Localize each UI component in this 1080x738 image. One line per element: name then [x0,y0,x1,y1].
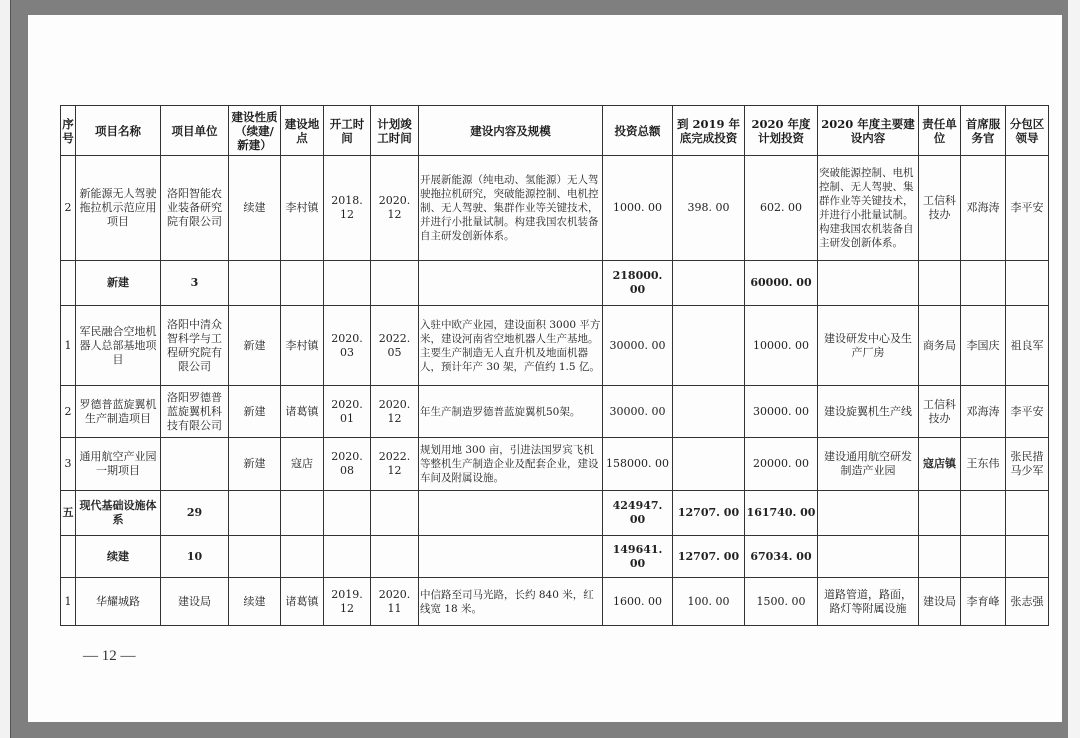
cell-empty [371,491,419,536]
cell-content: 年生产制造罗德普蓝旋翼机50架。 [419,386,603,438]
cell-content2020: 道路管道，路面，路灯等附属设施 [818,578,919,626]
header-unit: 项目单位 [161,106,229,156]
cell-resp-unit: 工信科技办 [919,386,961,438]
cell-done2019 [673,306,745,386]
cell-location: 李村镇 [281,306,324,386]
cell-name: 新能源无人驾驶拖拉机示范应用项目 [76,156,161,261]
cell-plan2020: 20000. 00 [745,438,818,491]
cell-nature: 新建 [229,438,281,491]
cell-unit: 洛阳智能农业装备研究院有限公司 [161,156,229,261]
cell-empty [371,536,419,578]
table-row [61,306,1049,386]
header-content: 建设内容及规模 [419,106,603,156]
header-chief: 首席服务官 [961,106,1006,156]
cell-empty [818,261,919,306]
cell-nature: 新建 [229,306,281,386]
cell-content2020: 建设研发中心及生产厂房 [818,306,919,386]
table-row [61,578,1049,626]
cell-start: 2020. 01 [324,386,371,438]
cell-empty [919,536,961,578]
next-page-edge [1068,0,1080,738]
table-row-subtotal [61,261,1049,306]
cell-end: 2020. 11 [371,578,419,626]
cell-chief: 邓海涛 [961,156,1006,261]
cell-leader: 李平安 [1006,386,1049,438]
cell-leader: 张志强 [1006,578,1049,626]
cell-total: 158000. 00 [603,438,673,491]
cell-empty [281,536,324,578]
cell-name: 军民融合空地机器人总部基地项目 [76,306,161,386]
cell-end: 2020. 12 [371,386,419,438]
cell-nature: 续建 [229,156,281,261]
header-plan2020: 2020 年度计划投资 [745,106,818,156]
header-total: 投资总额 [603,106,673,156]
table-row [61,156,1049,261]
cell-empty [919,491,961,536]
table-row-subtotal [61,536,1049,578]
cell-location: 诸葛镇 [281,578,324,626]
cell-empty [419,261,603,306]
cell-empty [818,491,919,536]
cell-resp-unit: 工信科技办 [919,156,961,261]
cell-empty [229,536,281,578]
cell-total: 1000. 00 [603,156,673,261]
cell-leader: 李平安 [1006,156,1049,261]
header-location: 建设地点 [281,106,324,156]
project-plan-table [60,105,1049,626]
cell-done2019: 12707. 00 [673,536,745,578]
cell-content2020: 建设旋翼机生产线 [818,386,919,438]
cell-name: 通用航空产业园一期项目 [76,438,161,491]
cell-seq: 1 [61,578,76,626]
cell-count: 10 [161,536,229,578]
cell-chief: 王东伟 [961,438,1006,491]
cell-empty [324,536,371,578]
table-header-row [61,106,1049,156]
cell-done2019 [673,261,745,306]
header-resp-unit: 责任单位 [919,106,961,156]
cell-done2019: 398. 00 [673,156,745,261]
cell-plan2020: 67034. 00 [745,536,818,578]
cell-empty [1006,491,1049,536]
cell-unit: 建设局 [161,578,229,626]
cell-chief: 李国庆 [961,306,1006,386]
cell-done2019: 100. 00 [673,578,745,626]
cell-total: 424947. 00 [603,491,673,536]
cell-start: 2020. 03 [324,306,371,386]
cell-resp-unit: 建设局 [919,578,961,626]
cell-total: 1600. 00 [603,578,673,626]
header-nature: 建设性质（续建/新建） [229,106,281,156]
cell-chief: 邓海涛 [961,386,1006,438]
cell-seq [61,536,76,578]
header-name: 项目名称 [76,106,161,156]
cell-empty [281,261,324,306]
cell-nature: 新建 [229,386,281,438]
cell-location: 诸葛镇 [281,386,324,438]
table-row [61,386,1049,438]
cell-empty [229,491,281,536]
cell-name: 现代基础设施体系 [76,491,161,536]
header-end: 计划竣工时间 [371,106,419,156]
cell-content: 开展新能源（纯电动、氢能源）无人驾驶拖拉机研究，突破能源控制、电机控制、无人驾驶、集群作业等关键技术，并进行小批量试制。构建我国农机装备自主研发创新体系。 [419,156,603,261]
cell-count: 3 [161,261,229,306]
cell-done2019 [673,386,745,438]
cell-total: 218000. 00 [603,261,673,306]
cell-start: 2018. 12 [324,156,371,261]
cell-plan2020: 30000. 00 [745,386,818,438]
cell-resp-unit: 寇店镇 [919,438,961,491]
cell-empty [324,261,371,306]
cell-seq [61,261,76,306]
header-seq: 序号 [61,106,76,156]
document-page [28,15,1062,722]
cell-empty [919,261,961,306]
cell-plan2020: 10000. 00 [745,306,818,386]
cell-plan2020: 1500. 00 [745,578,818,626]
cell-nature: 续建 [229,578,281,626]
cell-unit: 洛阳中清众智科学与工程研究院有限公司 [161,306,229,386]
table-row-section [61,491,1049,536]
header-content2020: 2020 年度主要建设内容 [818,106,919,156]
cell-seq: 五 [61,491,76,536]
cell-content: 规划用地 300 亩，引进法国罗宾飞机等整机生产制造企业及配套企业，建设车间及附属设施。 [419,438,603,491]
previous-page-edge [0,0,11,738]
cell-end: 2020. 12 [371,156,419,261]
cell-done2019 [673,438,745,491]
cell-empty [1006,536,1049,578]
cell-location: 李村镇 [281,156,324,261]
cell-empty [419,491,603,536]
cell-empty [229,261,281,306]
cell-seq: 2 [61,386,76,438]
header-leader: 分包区领导 [1006,106,1049,156]
cell-start: 2019. 12 [324,578,371,626]
cell-total: 30000. 00 [603,386,673,438]
cell-plan2020: 161740. 00 [745,491,818,536]
cell-seq: 2 [61,156,76,261]
cell-chief: 李育峰 [961,578,1006,626]
table-row [61,438,1049,491]
cell-end: 2022. 12 [371,438,419,491]
cell-leader: 张民措马少军 [1006,438,1049,491]
cell-empty [961,261,1006,306]
cell-unit [161,438,229,491]
cell-empty [1006,261,1049,306]
cell-empty [371,261,419,306]
cell-empty [281,491,324,536]
cell-content: 中信路至司马光路，长约 840 米，红线宽 18 米。 [419,578,603,626]
cell-total: 30000. 00 [603,306,673,386]
cell-total: 149641. 00 [603,536,673,578]
header-start: 开工时间 [324,106,371,156]
cell-seq: 1 [61,306,76,386]
cell-unit: 洛阳罗德普蓝旋翼机科技有限公司 [161,386,229,438]
cell-seq: 3 [61,438,76,491]
cell-empty [324,491,371,536]
cell-name: 新建 [76,261,161,306]
cell-location: 寇店 [281,438,324,491]
cell-name: 华耀城路 [76,578,161,626]
cell-end: 2022. 05 [371,306,419,386]
cell-empty [961,491,1006,536]
cell-done2019: 12707. 00 [673,491,745,536]
cell-resp-unit: 商务局 [919,306,961,386]
cell-leader: 祖良军 [1006,306,1049,386]
cell-content2020: 建设通用航空研发制造产业园 [818,438,919,491]
cell-empty [818,536,919,578]
cell-plan2020: 60000. 00 [745,261,818,306]
header-done2019: 到 2019 年底完成投资 [673,106,745,156]
cell-empty [419,536,603,578]
cell-start: 2020. 08 [324,438,371,491]
cell-empty [961,536,1006,578]
cell-name: 续建 [76,536,161,578]
cell-count: 29 [161,491,229,536]
cell-name: 罗德普蓝旋翼机生产制造项目 [76,386,161,438]
cell-plan2020: 602. 00 [745,156,818,261]
cell-content: 入驻中欧产业园，建设面积 3000 平方米，建设河南省空地机器人生产基地。主要生产制造无人直升机及地面机器人，预计年产 30 架，产值约 1.5 亿。 [419,306,603,386]
cell-content2020: 突破能源控制、电机控制、无人驾驶、集群作业等关键技术，并进行小批量试制。构建我国农机装备自主研发创新体系。 [818,156,919,261]
page-number: — 12 — [83,648,136,664]
